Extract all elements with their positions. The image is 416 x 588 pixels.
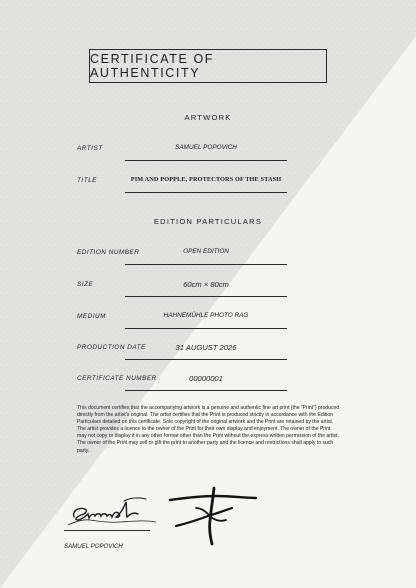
size-value: 60cm × 80cm bbox=[183, 280, 229, 289]
artist-row bbox=[77, 143, 287, 161]
production-date-row bbox=[77, 342, 287, 360]
artist-label: ARTIST bbox=[77, 145, 103, 152]
certificate-title: CERTIFICATE OF AUTHENTICITY bbox=[90, 52, 215, 80]
artwork-heading: ARTWORK bbox=[184, 113, 232, 122]
size-row bbox=[77, 279, 287, 297]
medium-underline bbox=[125, 328, 287, 329]
edition-number-value: OPEN EDITION bbox=[183, 248, 229, 255]
edition-heading: EDITION PARTICULARS bbox=[153, 217, 263, 226]
production-date-value: 31 AUGUST 2026 bbox=[175, 343, 237, 352]
size-underline bbox=[125, 296, 287, 297]
medium-value: HAHNEMÜHLE PHOTO RAG bbox=[163, 312, 249, 319]
edition-number-label: EDITION NUMBER bbox=[77, 249, 140, 256]
signature-name: SAMUEL POPOVICH bbox=[64, 543, 123, 550]
production-date-underline bbox=[125, 359, 287, 360]
artist-mark bbox=[166, 486, 260, 546]
title-underline bbox=[125, 192, 287, 193]
certificate-number-value: 00000001 bbox=[189, 374, 223, 383]
medium-row bbox=[77, 311, 287, 329]
artist-underline bbox=[125, 160, 287, 161]
certificate-title-box bbox=[89, 49, 327, 83]
certificate-number-label: CERTIFICATE NUMBER bbox=[77, 375, 157, 382]
certificate-number-underline bbox=[125, 390, 287, 391]
title-row bbox=[77, 175, 287, 193]
signature-line bbox=[64, 530, 150, 531]
production-date-label: PRODUCTION DATE bbox=[77, 344, 146, 351]
size-label: SIZE bbox=[77, 281, 94, 288]
title-label: TITLE bbox=[77, 177, 97, 184]
medium-label: MEDIUM bbox=[77, 313, 106, 320]
title-value: PIM AND POPPLE, PROTECTORS OF THE STASH bbox=[130, 176, 282, 183]
handwritten-signature bbox=[64, 492, 162, 532]
certificate-number-row bbox=[77, 373, 287, 391]
certification-statement: This document certifies that the accompanying artwork is a genuine and authentic fine art print (the “Print”) produced directly from the artist’s original. The artist certifies that the Print is produced strictly in accordance with the Edition Particulars detailed on this certificate. Sole copyright of the original artwork and the Print are retained by the artist. The artist provides a licence to the owner of the Print for their own display and enjoyment. The owner of the Print may not copy or display it in any other format other than the Print without the express written permission of the artist. The owner of the Print may sell or gift the print to another party and the licence and restrictions shall apply to such party. bbox=[77, 405, 340, 454]
edition-number-underline bbox=[125, 264, 287, 265]
edition-number-row bbox=[77, 247, 287, 265]
artist-value: SAMUEL POPOVICH bbox=[175, 144, 237, 151]
